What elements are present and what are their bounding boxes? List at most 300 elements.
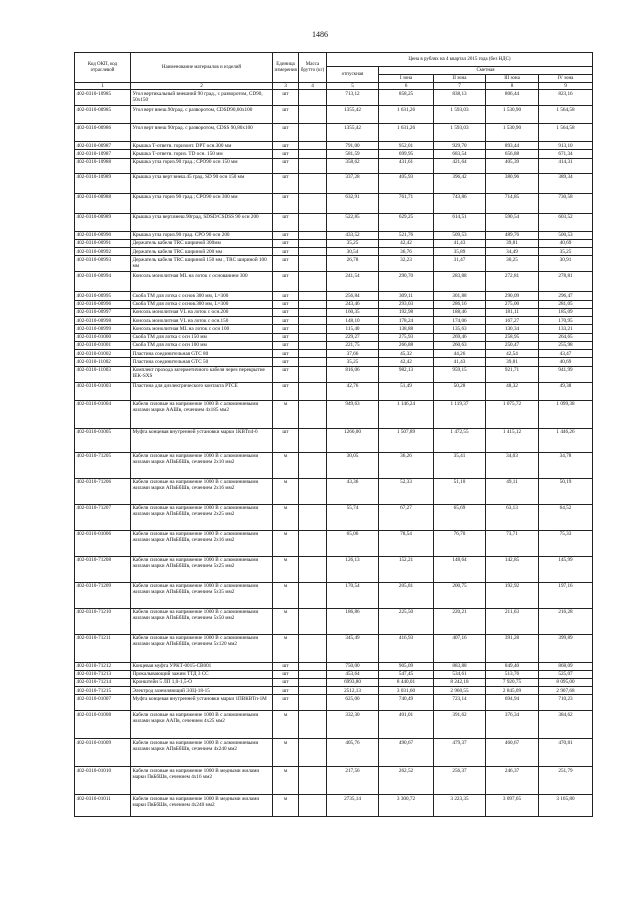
row-mass — [299, 739, 327, 767]
row-zone-3-price: 1 075,72 — [486, 400, 539, 428]
row-zone-1-price: 36,26 — [379, 452, 434, 478]
row-name: Крышка угла верт.внеш.90град, SDSD/CSDSS 90 осн 200 — [131, 213, 273, 231]
table-header — [75, 53, 593, 90]
table-row — [75, 634, 593, 662]
row-mass — [299, 662, 327, 670]
row-unit: шт — [273, 687, 299, 695]
table-row — [75, 193, 593, 213]
row-code: 402-0310-00997 — [75, 308, 131, 316]
row-zone-1-price: 42,42 — [379, 239, 434, 247]
row-zone-2-price: 51,10 — [434, 478, 486, 504]
row-release-price: 65,06 — [327, 530, 379, 556]
table-body — [75, 90, 593, 817]
row-mass — [299, 150, 327, 158]
row-zone-3-price: 42,54 — [486, 350, 539, 358]
row-unit: шт — [273, 325, 299, 333]
table-row — [75, 662, 593, 670]
row-zone-1-price: 1 146,24 — [379, 400, 434, 428]
row-release-price: 2735,14 — [327, 795, 379, 817]
row-zone-2-price: 269,46 — [434, 333, 486, 341]
row-zone-3-price: 30,25 — [486, 256, 539, 272]
table-row — [75, 124, 593, 142]
row-zone-1-price: 3 031,60 — [379, 687, 434, 695]
row-zone-4-price: 216,28 — [539, 608, 593, 634]
column-index-cell: 1 — [75, 83, 131, 90]
row-zone-3-price: 714,85 — [486, 193, 539, 213]
row-zone-1-price: 52,33 — [379, 478, 434, 504]
row-unit: шт — [273, 124, 299, 142]
row-name: Кабели силовые на напряжение 1000 В с алюминиевыми жилами марки АПвБбШв, сечением 2x16 мм2 — [131, 478, 273, 504]
table-row — [75, 687, 593, 695]
row-code: 402-0310-11002 — [75, 358, 131, 366]
row-zone-4-price: 3 165,80 — [539, 795, 593, 817]
row-release-price: 26,78 — [327, 256, 379, 272]
row-name: Кабели силовые на напряжение 1000 В с алюминиевыми жилами марки АПвБбШв, сечением 5x120 мм2 — [131, 634, 273, 662]
row-zone-2-price: 50,28 — [434, 382, 486, 400]
table-row — [75, 695, 593, 711]
table-row — [75, 608, 593, 634]
row-name: Кабели силовые на напряжение 1000 В медными жилами марки ПвБбШв, сечением 4x16 мм2 — [131, 767, 273, 795]
row-name: Муфта концевая внутренней установки марки 1КВТп4-6 — [131, 428, 273, 452]
row-name: Угол верт внеш 90град. с разворотом, CDSS 90,80x100 — [131, 124, 273, 142]
row-unit: шт — [273, 382, 299, 400]
table-row — [75, 358, 593, 366]
column-index-cell: 7 — [434, 83, 486, 90]
row-mass — [299, 795, 327, 817]
row-zone-1-price: 3 300,72 — [379, 795, 434, 817]
row-zone-2-price: 838,13 — [434, 90, 486, 106]
row-mass — [299, 711, 327, 739]
table-row — [75, 556, 593, 582]
row-zone-4-price: 941,99 — [539, 366, 593, 382]
table-row — [75, 231, 593, 239]
row-unit: м — [273, 711, 299, 739]
row-zone-2-price: 1 119,37 — [434, 400, 486, 428]
row-zone-4-price: 170,95 — [539, 317, 593, 325]
row-name: Скоба TM для лотка с основ 300 мм, L=300 — [131, 292, 273, 300]
row-zone-1-price: 225,50 — [379, 608, 434, 634]
row-release-price: 30,54 — [327, 248, 379, 256]
row-code: 402-0310-00992 — [75, 248, 131, 256]
row-zone-1-price: 178,24 — [379, 317, 434, 325]
row-zone-1-price: 761,71 — [379, 193, 434, 213]
row-unit: шт — [273, 142, 299, 150]
row-zone-1-price: 982,13 — [379, 366, 434, 382]
row-zone-1-price: 431,61 — [379, 158, 434, 173]
row-code: 402-0310-71210 — [75, 608, 131, 634]
row-zone-4-price: 35,25 — [539, 248, 593, 256]
row-zone-4-price: 8 095,00 — [539, 678, 593, 686]
row-zone-4-price: 603,52 — [539, 213, 593, 231]
row-zone-2-price: 135,63 — [434, 325, 486, 333]
row-code: 402-0310-71205 — [75, 452, 131, 478]
row-zone-3-price: 246,37 — [486, 767, 539, 795]
row-code: 402-0310-71207 — [75, 504, 131, 530]
row-code: 402-0310-10989 — [75, 173, 131, 193]
row-unit: м — [273, 530, 299, 556]
row-name: Скоба TM для лотка с осн 100 мм — [131, 341, 273, 349]
row-code: 402-0310-71206 — [75, 478, 131, 504]
row-mass — [299, 142, 327, 150]
column-index-cell: 3 — [273, 83, 299, 90]
column-index-cell: 8 — [486, 83, 539, 90]
row-name: Пластина соединительная GTC 50 — [131, 358, 273, 366]
row-code: 402-0310-00991 — [75, 239, 131, 247]
row-unit: шт — [273, 670, 299, 678]
header-name: Наименование материалов и изделий — [131, 53, 273, 83]
table-row — [75, 767, 593, 795]
row-zone-1-price: 205,81 — [379, 582, 434, 608]
row-zone-3-price: 192,92 — [486, 582, 539, 608]
row-code: 402-0310-00986 — [75, 124, 131, 142]
row-zone-1-price: 416,93 — [379, 634, 434, 662]
row-zone-2-price: 35,41 — [434, 452, 486, 478]
row-zone-2-price: 396,42 — [434, 173, 486, 193]
row-zone-1-price: 1 631,26 — [379, 106, 434, 124]
row-mass — [299, 350, 327, 358]
row-unit: шт — [273, 158, 299, 173]
row-code: 402-0310-00998 — [75, 317, 131, 325]
row-unit: шт — [273, 239, 299, 247]
row-zone-1-price: 138,88 — [379, 325, 434, 333]
row-zone-4-price: 384,62 — [539, 711, 593, 739]
row-release-price: 2512,13 — [327, 687, 379, 695]
row-zone-3-price: 34,03 — [486, 452, 539, 478]
table-row — [75, 504, 593, 530]
row-name: Крышка угла гориз 90 град.; CPO90 осн 300 мм — [131, 193, 273, 213]
row-unit: м — [273, 608, 299, 634]
table-row — [75, 670, 593, 678]
row-mass — [299, 248, 327, 256]
row-release-price: 1355,42 — [327, 106, 379, 124]
row-name: Держатель кабеля TRC шириной 200 мм — [131, 248, 273, 256]
row-zone-2-price: 1 593,03 — [434, 124, 486, 142]
header-mass: Масса брутто (кг) — [299, 53, 327, 83]
row-name: Пластина для диэлектрического контакта PTCE — [131, 382, 273, 400]
row-zone-2-price: 31,47 — [434, 256, 486, 272]
row-zone-4-price: 75,33 — [539, 530, 593, 556]
row-mass — [299, 341, 327, 349]
row-unit: м — [273, 795, 299, 817]
header-price-group: Цена в рублях на 4 квартал 2015 года (без НДС) — [327, 53, 593, 67]
row-zone-1-price: 1 507,89 — [379, 428, 434, 452]
row-code: 402-0310-10988 — [75, 158, 131, 173]
table-row — [75, 272, 593, 292]
row-zone-3-price: 290,09 — [486, 292, 539, 300]
row-name: Пластина соединительная GTC 80 — [131, 350, 273, 358]
row-code: 402-0310-01005 — [75, 428, 131, 452]
table-row — [75, 213, 593, 231]
row-zone-2-price: 41,43 — [434, 239, 486, 247]
row-zone-2-price: 200,75 — [434, 582, 486, 608]
row-name: Электрод заземляющий ЭЗЦ-18-15 — [131, 687, 273, 695]
row-mass — [299, 366, 327, 382]
price-table — [74, 52, 593, 817]
row-zone-2-price: 148,64 — [434, 556, 486, 582]
table-row — [75, 382, 593, 400]
column-index-cell: 9 — [539, 83, 593, 90]
row-release-price: 55,74 — [327, 504, 379, 530]
row-release-price: 35,25 — [327, 239, 379, 247]
row-release-price: 453,64 — [327, 670, 379, 678]
row-zone-3-price: 3 097,65 — [486, 795, 539, 817]
row-code: 402-0310-71215 — [75, 687, 131, 695]
row-zone-3-price: 7 920,75 — [486, 678, 539, 686]
row-zone-3-price: 849,40 — [486, 662, 539, 670]
row-name: Кабели силовые на напряжение 1000 В с алюминиевыми жилами марки АПвБбШв, сечением 2x10 мм2 — [131, 452, 273, 478]
row-unit: шт — [273, 256, 299, 272]
column-index-row — [75, 83, 593, 90]
row-zone-3-price: 694,94 — [486, 695, 539, 711]
row-name: Кабели силовые на напряжение 1000 В с алюминиевыми жилами марки АПвБбШв, сечением 2x25 мм2 — [131, 504, 273, 530]
table-row — [75, 478, 593, 504]
row-zone-2-price: 929,70 — [434, 142, 486, 150]
row-code: 402-0310-01010 — [75, 767, 131, 795]
row-zone-2-price: 3 223,35 — [434, 795, 486, 817]
header-zone-2: II зона — [434, 75, 486, 83]
row-zone-3-price: 806,44 — [486, 90, 539, 106]
row-zone-4-price: 296,47 — [539, 292, 593, 300]
row-name: Угол верт внеш.90град. с разворотом, CDSD90,60x100 — [131, 106, 273, 124]
row-mass — [299, 193, 327, 213]
row-mass — [299, 213, 327, 231]
header-estimate-price: Сметная — [379, 67, 593, 75]
row-code: 402-0310-71212 — [75, 662, 131, 670]
row-mass — [299, 687, 327, 695]
row-zone-1-price: 1 631,26 — [379, 124, 434, 142]
row-unit: м — [273, 739, 299, 767]
header-code: Код ОКП, код отраслевой — [75, 53, 131, 83]
row-zone-1-price: 547,45 — [379, 670, 434, 678]
row-zone-4-price: 281,05 — [539, 300, 593, 308]
table-row — [75, 142, 593, 150]
row-zone-3-price: 63,13 — [486, 504, 539, 530]
row-zone-4-price: 185,09 — [539, 308, 593, 316]
table-row — [75, 158, 593, 173]
row-zone-3-price: 167,27 — [486, 317, 539, 325]
row-code: 402-0310-00993 — [75, 256, 131, 272]
row-zone-4-price: 1 564,58 — [539, 106, 593, 124]
row-zone-3-price: 376,34 — [486, 711, 539, 739]
table-row — [75, 150, 593, 158]
table-row — [75, 308, 593, 316]
row-release-price: 115,40 — [327, 325, 379, 333]
row-name: Комплект прохода загерметичного кабеля через перекрытие IEK-SXS — [131, 366, 273, 382]
header-zone-3: III зона — [486, 75, 539, 83]
row-code: 402-0310-00988 — [75, 193, 131, 213]
row-zone-2-price: 1 472,55 — [434, 428, 486, 452]
row-zone-2-price: 407,16 — [434, 634, 486, 662]
row-release-price: 433,52 — [327, 231, 379, 239]
row-unit: шт — [273, 678, 299, 686]
row-name: Кабели силовые на напряжение 1000 В с алюминиевыми жилами марки АПвБбШв, сечением 5x35 мм2 — [131, 582, 273, 608]
row-code: 402-0310-00990 — [75, 231, 131, 239]
row-mass — [299, 106, 327, 124]
row-zone-1-price: 8 440,01 — [379, 678, 434, 686]
table-row — [75, 452, 593, 478]
row-zone-2-price: 683,54 — [434, 150, 486, 158]
row-zone-3-price: 1 415,12 — [486, 428, 539, 452]
header-release-price: отпускная — [327, 67, 379, 83]
row-code: 402-0310-71208 — [75, 556, 131, 582]
row-zone-4-price: 414,31 — [539, 158, 593, 173]
row-name: Кронштейн 5 ЛП 1,0-1,5-О — [131, 678, 273, 686]
row-zone-1-price: 858,25 — [379, 90, 434, 106]
row-name: Кабели силовые на напряжение 1000 В с алюминиевыми жилами марки АПвБбШв, сечением 4x240 мм2 — [131, 739, 273, 767]
column-index-cell: 2 — [131, 83, 273, 90]
row-zone-3-price: 380,96 — [486, 173, 539, 193]
row-zone-3-price: 272,81 — [486, 272, 539, 292]
row-mass — [299, 400, 327, 428]
row-zone-1-price: 309,11 — [379, 292, 434, 300]
row-zone-2-price: 1 593,03 — [434, 106, 486, 124]
row-mass — [299, 124, 327, 142]
row-zone-1-price: 490,67 — [379, 739, 434, 767]
row-unit: шт — [273, 308, 299, 316]
row-code: 402-0310-71209 — [75, 582, 131, 608]
row-zone-2-price: 256,37 — [434, 767, 486, 795]
row-zone-3-price: 405,39 — [486, 158, 539, 173]
row-name: Муфта концевая внутренней установки марки 1ПВКВТп-1М — [131, 695, 273, 711]
row-zone-2-price: 479,37 — [434, 739, 486, 767]
column-index-cell: 6 — [379, 83, 434, 90]
table-row — [75, 711, 593, 739]
row-zone-4-price: 1 099,38 — [539, 400, 593, 428]
row-zone-2-price: 723,14 — [434, 695, 486, 711]
row-zone-1-price: 32,23 — [379, 256, 434, 272]
row-zone-4-price: 40,69 — [539, 239, 593, 247]
row-release-price: 632,91 — [327, 193, 379, 213]
row-mass — [299, 767, 327, 795]
row-name: Крышка угла гориз.90 град. CPO 90 осн 200 — [131, 231, 273, 239]
row-zone-2-price: 65,69 — [434, 504, 486, 530]
row-zone-3-price: 181,11 — [486, 308, 539, 316]
row-unit: м — [273, 556, 299, 582]
row-unit: м — [273, 478, 299, 504]
row-zone-1-price: 293,03 — [379, 300, 434, 308]
row-release-price: 405,76 — [327, 739, 379, 767]
row-name: Кабели силовые на напряжение 1000 В с алюминиевыми жилами марки АПвБбШв, сечением 2x16 мм2 — [131, 530, 273, 556]
row-zone-4-price: 40,69 — [539, 358, 593, 366]
row-unit: м — [273, 582, 299, 608]
header-zone-1: I зона — [379, 75, 434, 83]
row-zone-3-price: 656,88 — [486, 150, 539, 158]
row-release-price: 816,06 — [327, 366, 379, 382]
row-code: 402-0310-01008 — [75, 711, 131, 739]
row-release-price: 949,63 — [327, 400, 379, 428]
row-release-price: 221,75 — [327, 341, 379, 349]
row-code: 402-0310-01006 — [75, 530, 131, 556]
row-mass — [299, 256, 327, 272]
row-zone-3-price: 34,49 — [486, 248, 539, 256]
row-code: 402-0310-00989 — [75, 213, 131, 231]
row-zone-1-price: 699,95 — [379, 150, 434, 158]
row-zone-4-price: 913,10 — [539, 142, 593, 150]
table-row — [75, 582, 593, 608]
row-zone-4-price: 145,99 — [539, 556, 593, 582]
row-zone-1-price: 905,09 — [379, 662, 434, 670]
row-unit: шт — [273, 90, 299, 106]
row-code: 402-0310-01011 — [75, 795, 131, 817]
row-zone-4-price: 389,34 — [539, 173, 593, 193]
row-release-price: 337,28 — [327, 173, 379, 193]
row-code: 402-0310-00996 — [75, 300, 131, 308]
row-zone-4-price: 730,58 — [539, 193, 593, 213]
row-code: 402-0310-00985 — [75, 106, 131, 124]
row-name: Концевая муфта УРКТ-0015-СВ001 — [131, 662, 273, 670]
row-unit: шт — [273, 106, 299, 124]
row-name: Держатель кабеля TRC шириной 150 мм , TRC шириной 100 мм — [131, 256, 273, 272]
table-row — [75, 428, 593, 452]
header-unit: Единица измерения — [273, 53, 299, 83]
row-name: Консоль монолитная VL на лоток с осн.150 — [131, 317, 273, 325]
row-release-price: 6993,80 — [327, 678, 379, 686]
row-zone-3-price: 1 530,90 — [486, 106, 539, 124]
table-row — [75, 530, 593, 556]
row-zone-2-price: 35,89 — [434, 248, 486, 256]
row-zone-4-price: 470,81 — [539, 739, 593, 767]
row-zone-4-price: 1 446,26 — [539, 428, 593, 452]
row-mass — [299, 325, 327, 333]
row-zone-1-price: 36,76 — [379, 248, 434, 256]
row-zone-4-price: 49,38 — [539, 382, 593, 400]
row-mass — [299, 452, 327, 478]
row-zone-3-price: 211,63 — [486, 608, 539, 634]
row-mass — [299, 428, 327, 452]
row-unit: шт — [273, 248, 299, 256]
row-unit: шт — [273, 150, 299, 158]
row-code: 402-0310-01004 — [75, 400, 131, 428]
row-mass — [299, 173, 327, 193]
row-zone-4-price: 64,52 — [539, 504, 593, 530]
row-unit: шт — [273, 428, 299, 452]
row-release-price: 332,30 — [327, 711, 379, 739]
row-unit: шт — [273, 193, 299, 213]
row-zone-1-price: 952,01 — [379, 142, 434, 150]
row-zone-2-price: 260,63 — [434, 341, 486, 349]
row-name: Скоба TM для лотка с осн 150 мм — [131, 333, 273, 341]
row-zone-2-price: 743,86 — [434, 193, 486, 213]
row-zone-3-price: 250,47 — [486, 341, 539, 349]
table-row — [75, 341, 593, 349]
row-zone-4-price: 255,98 — [539, 341, 593, 349]
row-mass — [299, 358, 327, 366]
row-mass — [299, 678, 327, 686]
row-name: Держатель кабеля TRC шириной 300мм — [131, 239, 273, 247]
row-mass — [299, 556, 327, 582]
row-zone-1-price: 51,49 — [379, 382, 434, 400]
row-mass — [299, 695, 327, 711]
row-zone-1-price: 192,98 — [379, 308, 434, 316]
row-zone-2-price: 301,88 — [434, 292, 486, 300]
row-mass — [299, 90, 327, 106]
row-zone-4-price: 500,53 — [539, 231, 593, 239]
row-release-price: 126,13 — [327, 556, 379, 582]
row-mass — [299, 272, 327, 292]
row-unit: шт — [273, 213, 299, 231]
row-unit: шт — [273, 366, 299, 382]
row-mass — [299, 382, 327, 400]
table-row — [75, 173, 593, 193]
row-zone-4-price: 278,81 — [539, 272, 593, 292]
row-zone-3-price: 48,32 — [486, 382, 539, 400]
row-unit: шт — [273, 292, 299, 300]
row-zone-4-price: 30,91 — [539, 256, 593, 272]
row-name: Кабели силовые на напряжение 1000 В с алюминиевыми жилами марки ААШв, сечением 4x185 мм2 — [131, 400, 273, 428]
table-row — [75, 300, 593, 308]
row-code: 402-0310-01000 — [75, 333, 131, 341]
row-code: 402-0310-01003 — [75, 382, 131, 400]
